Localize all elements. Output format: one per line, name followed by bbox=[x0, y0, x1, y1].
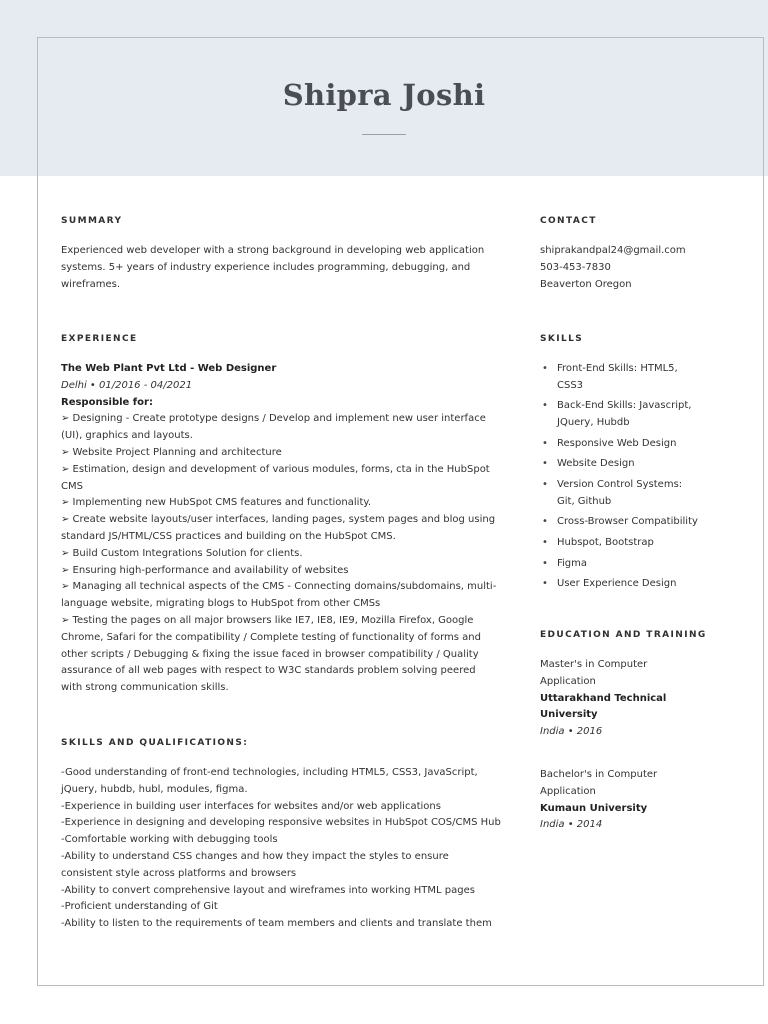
skill-text: • Front-End Skills: HTML5, bbox=[557, 363, 678, 374]
duty-line: other scripts / Debugging & fixing the issue faced in browser compatibility / Quality bbox=[61, 648, 479, 660]
qualification-line: -Ability to listen to the requirements of team members and clients and translate them bbox=[61, 918, 492, 930]
skill-item bbox=[540, 436, 750, 453]
school-line: Uttarakhand Technical bbox=[540, 692, 667, 704]
skill-text: JQuery, Hubdb bbox=[557, 417, 630, 429]
duty-line: CMS bbox=[61, 480, 83, 492]
skills-list bbox=[540, 361, 750, 593]
contact-email: shiprakandpal24@gmail.com bbox=[540, 245, 686, 256]
skill-text: • Cross-Browser Compatibility bbox=[557, 516, 698, 528]
duty-line: ➢ Testing the pages on all major browsers like IE7, IE8, IE9, Mozilla Firefox, Google bbox=[61, 614, 474, 626]
qualification-line: -Ability to convert comprehensive layout and wireframes into working HTML pages bbox=[61, 884, 475, 896]
qualification-line: -Ability to understand CSS changes and how they impact the styles to ensure bbox=[61, 850, 449, 862]
duty-line: standard JS/HTML/CSS practices and building on the HubSpot CMS. bbox=[61, 530, 396, 542]
skill-item bbox=[540, 535, 750, 552]
degree-line: Application bbox=[540, 675, 596, 687]
education-entry-1 bbox=[540, 657, 750, 741]
job-meta: Delhi • 01/2016 - 04/2021 bbox=[61, 379, 193, 391]
summary-line: wireframes. bbox=[61, 278, 121, 290]
qualification-line: consistent style across platforms and browsers bbox=[61, 867, 297, 879]
duty-line: ➢ Designing - Create prototype designs / Develop and implement new user interface bbox=[61, 413, 486, 425]
contact-location: Beaverton Oregon bbox=[540, 278, 632, 290]
duty-line: ➢ Create website layouts/user interfaces, landing pages, system pages and blog using bbox=[61, 514, 496, 526]
degree-line: Application bbox=[540, 785, 596, 797]
duty-line: language website, migrating blogs to HubSpot from other CMSs bbox=[61, 598, 381, 610]
skill-text: • User Experience Design bbox=[557, 578, 677, 590]
qualification-line: -Proficient understanding of Git bbox=[61, 901, 218, 913]
job-title: The Web Plant Pvt Ltd - Web Designer bbox=[61, 363, 277, 374]
qualifications-block bbox=[61, 765, 506, 933]
qualification-line: -Experience in designing and developing responsive websites in HubSpot COS/CMS Hub bbox=[61, 817, 501, 829]
candidate-name: Shipra Joshi bbox=[282, 78, 486, 112]
skill-text: Git, Github bbox=[557, 495, 612, 507]
qualifications-list bbox=[61, 765, 506, 933]
skill-text: • Hubspot, Bootstrap bbox=[557, 536, 654, 548]
skill-item bbox=[540, 456, 750, 473]
contact-heading: CONTACT bbox=[540, 216, 597, 226]
skill-text: • Version Control Systems: bbox=[557, 478, 683, 490]
duty-line: assurance of all web pages with respect to W3C standards problem solving peered bbox=[61, 665, 476, 677]
qualification-line: -Comfortable working with debugging tools bbox=[61, 834, 278, 846]
duty-line: ➢ Website Project Planning and architecture bbox=[61, 446, 282, 458]
skill-item bbox=[540, 576, 750, 593]
skill-item bbox=[540, 477, 750, 511]
school-line: University bbox=[540, 709, 598, 721]
skill-text: • Figma bbox=[557, 557, 588, 569]
qualification-line: -Experience in building user interfaces for websites and/or web applications bbox=[61, 800, 441, 812]
qualification-line: -Good understanding of front-end technologies, including HTML5, CSS3, JavaScript, bbox=[61, 767, 478, 778]
experience-block bbox=[61, 361, 506, 697]
duty-line: ➢ Estimation, design and development of various modules, forms, cta in the HubSpot bbox=[61, 463, 490, 475]
name-divider bbox=[362, 134, 406, 135]
summary-line: Experienced web developer with a strong background in developing web application bbox=[61, 245, 485, 256]
education-heading: EDUCATION AND TRAINING bbox=[540, 630, 707, 640]
experience-duties bbox=[61, 411, 506, 697]
duty-line: Chrome, Safari for the compatibility / Complete testing of functionality of forms and bbox=[61, 631, 481, 643]
skills-heading: SKILLS bbox=[540, 334, 584, 344]
skill-text: • Responsive Web Design bbox=[557, 437, 677, 449]
summary-text bbox=[61, 243, 506, 293]
skill-item bbox=[540, 514, 750, 531]
contact-block bbox=[540, 243, 750, 293]
skills-block bbox=[540, 361, 750, 597]
education-meta: India • 2016 bbox=[540, 726, 603, 738]
summary-line: systems. 5+ years of industry experience includes programming, debugging, and bbox=[61, 261, 471, 273]
degree-line: Master's in Computer bbox=[540, 659, 648, 670]
duty-line: ➢ Build Custom Integrations Solution for clients. bbox=[61, 547, 303, 559]
skill-item bbox=[540, 361, 750, 395]
skill-item bbox=[540, 398, 750, 432]
duty-line: ➢ Managing all technical aspects of the CMS - Connecting domains/subdomains, multi- bbox=[61, 581, 497, 593]
duty-line: (UI), graphics and layouts. bbox=[61, 430, 193, 442]
education-meta: India • 2014 bbox=[540, 819, 603, 831]
skill-text: • Back-End Skills: Javascript, bbox=[557, 400, 692, 412]
contact-phone: 503-453-7830 bbox=[540, 261, 611, 273]
degree-line: Bachelor's in Computer bbox=[540, 769, 658, 780]
experience-heading: EXPERIENCE bbox=[61, 334, 138, 344]
qualifications-heading: SKILLS AND QUALIFICATIONS: bbox=[61, 738, 249, 748]
education-entry-2 bbox=[540, 767, 750, 834]
duty-line: ➢ Ensuring high-performance and availability of websites bbox=[61, 564, 349, 576]
duty-line: ➢ Implementing new HubSpot CMS features and functionality. bbox=[61, 497, 372, 509]
skill-text: CSS3 bbox=[557, 379, 584, 391]
skill-item bbox=[540, 556, 750, 573]
responsible-label: Responsible for: bbox=[61, 396, 153, 408]
duty-line: with strong communication skills. bbox=[61, 682, 229, 694]
qualification-line: jQuery, hubdb, hubl, modules, figma. bbox=[61, 783, 248, 795]
skill-text: • Website Design bbox=[557, 458, 635, 470]
school-line: Kumaun University bbox=[540, 802, 648, 814]
summary-heading: SUMMARY bbox=[61, 216, 123, 226]
